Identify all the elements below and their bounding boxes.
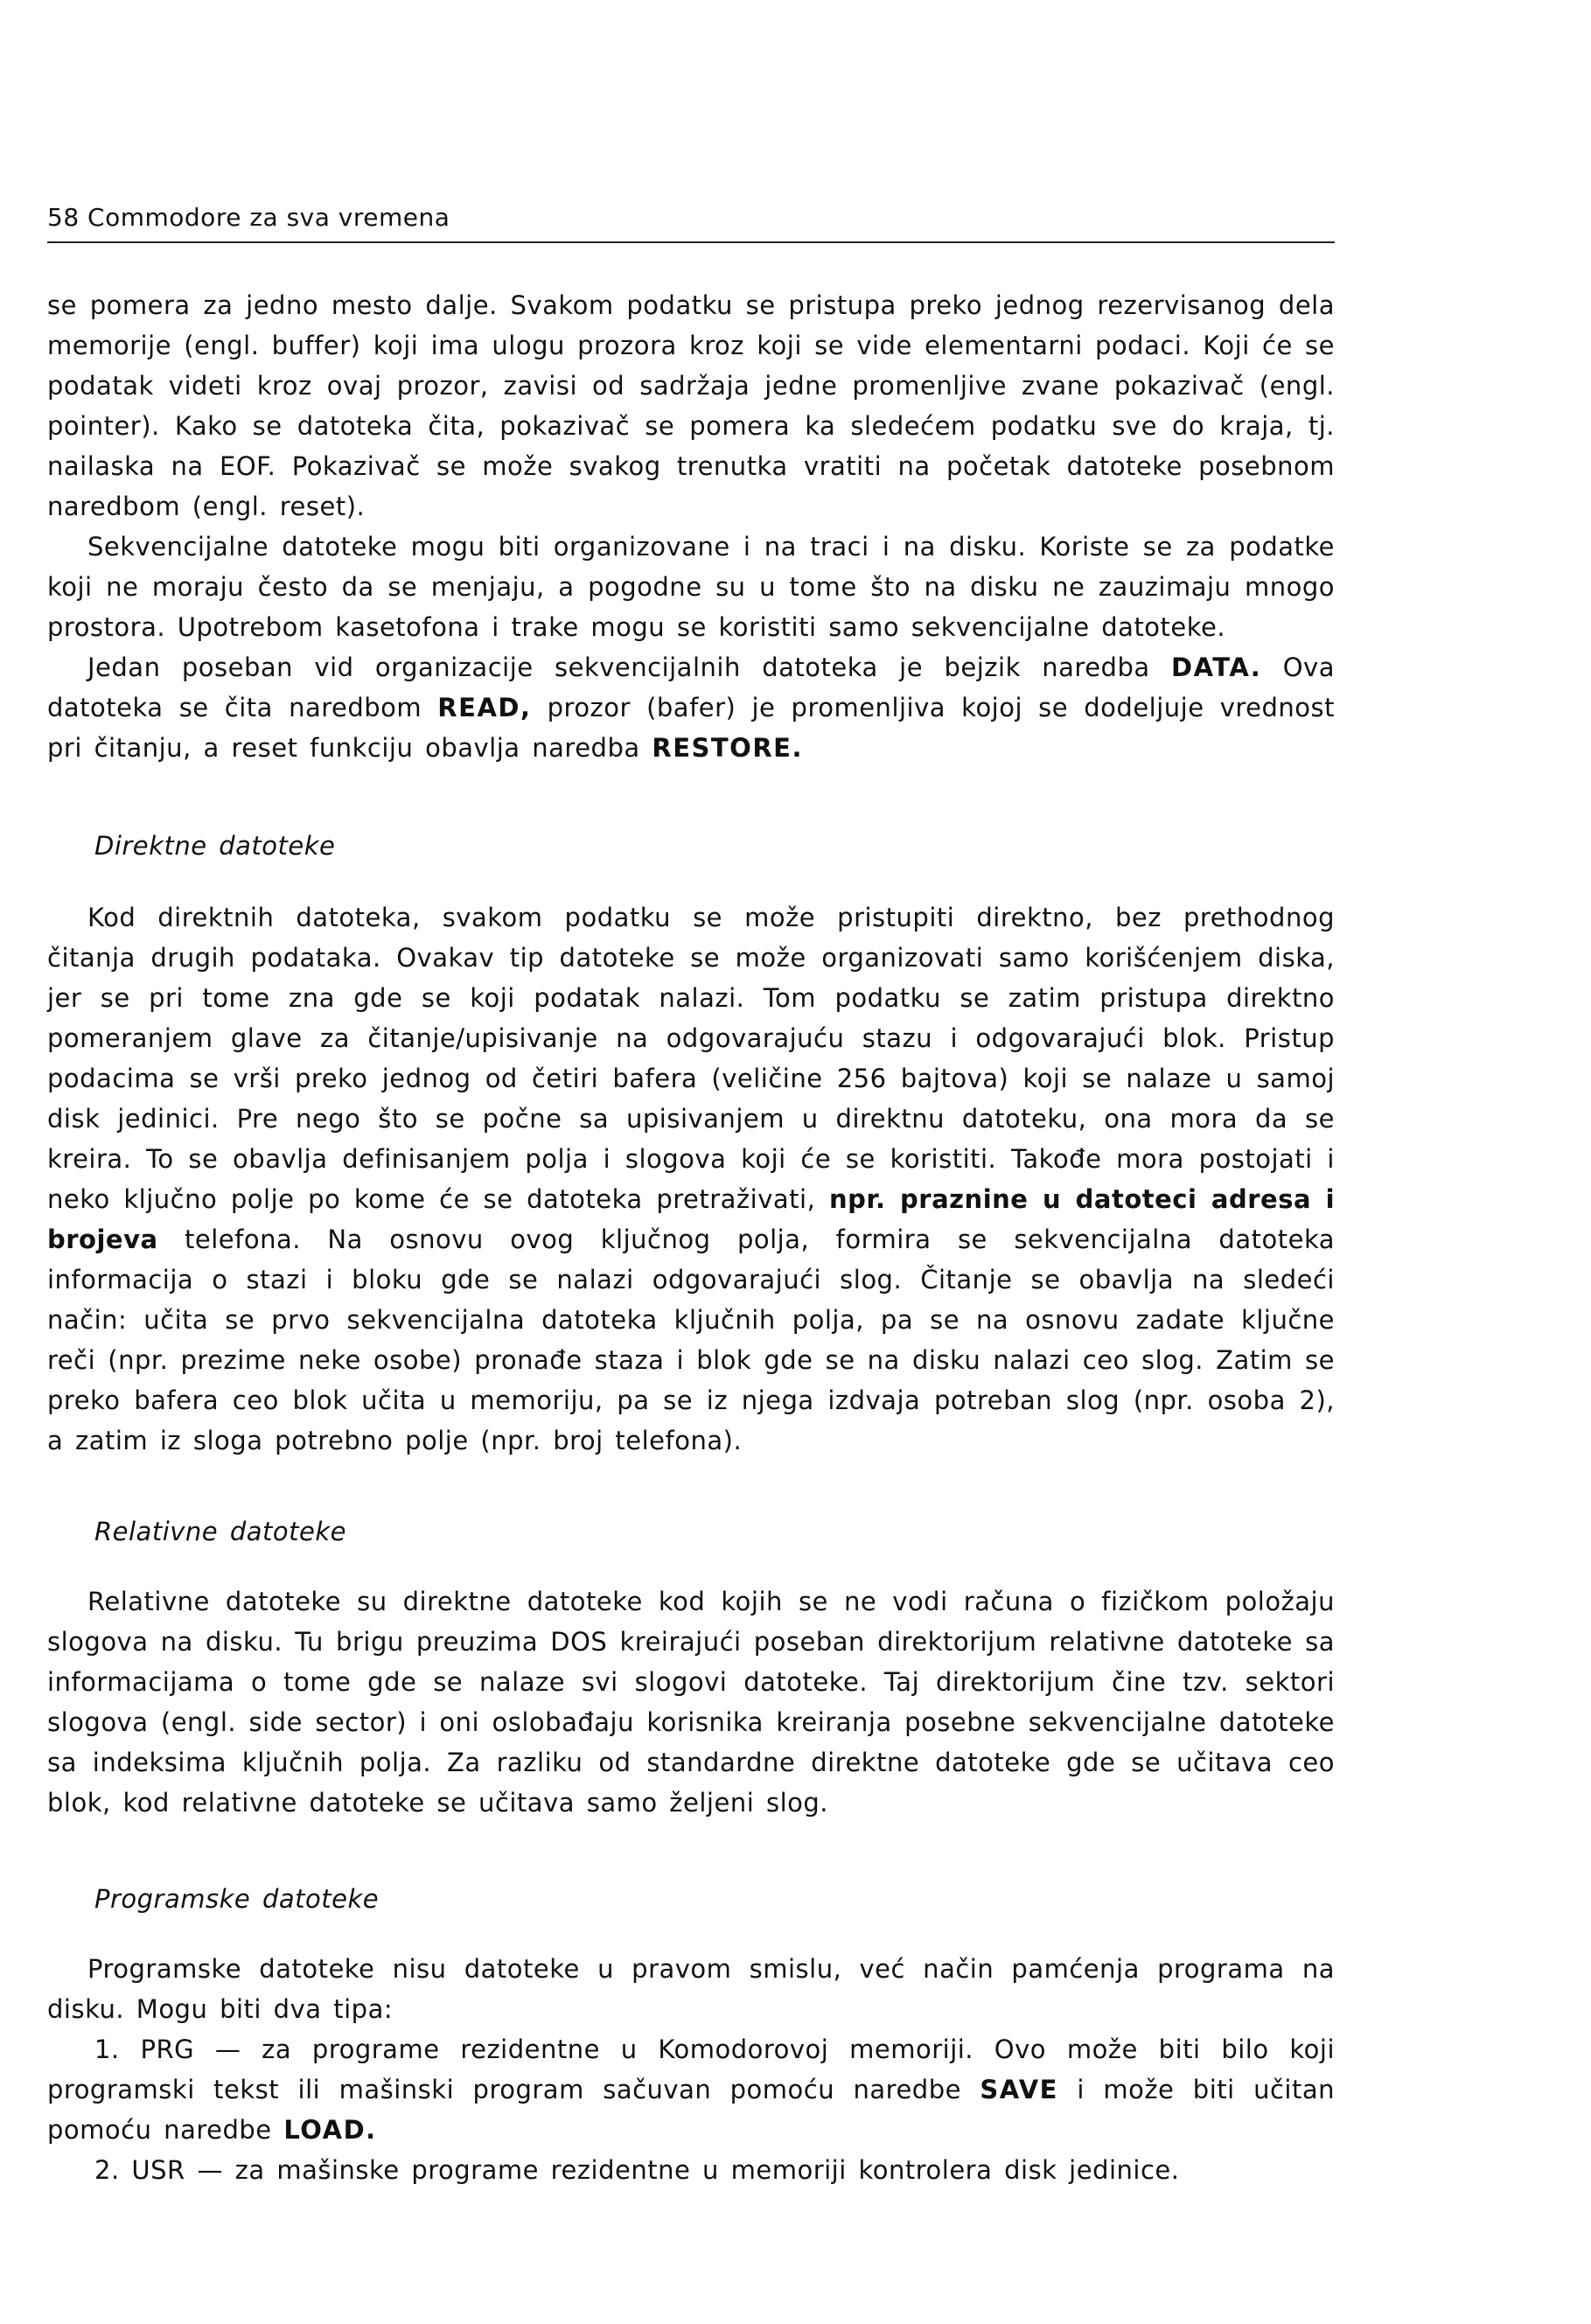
running-head — [47, 203, 450, 232]
prg-text-a: 1. PRG — za programe rezidentne u Komodorovoj memoriji. Ovo može biti bilo koji programski tekst ili mašinski program sačuvan pomoću naredbe — [47, 2034, 1335, 2104]
keyword-read: READ, — [437, 693, 532, 722]
running-title: Commodore za sva vremena — [87, 203, 450, 232]
body-text — [47, 285, 1335, 2190]
intro-paragraph-2: Sekvencijalne datoteke mogu biti organizovane i na traci i na disku. Koriste se za podatke koji ne moraju često da se menjaju, a pogodne su u tome što na disku ne zauzimaju mnogo prostora. Upotrebom kasetofona i trake mogu se koristiti samo sekvencijalne datoteke. — [47, 532, 1335, 642]
intro-p3-text-b: Ova datoteka se čita naredbom — [47, 653, 1335, 722]
intro-p3-text-a: Jedan poseban vid organizacije sekvencijalnih datoteka je bejzik naredba — [87, 653, 1172, 682]
intro-p3-text-c: prozor (bafer) je promenljiva kojoj se dodeljuje vrednost pri čitanju, a reset funkciju obavlja naredba — [47, 693, 1335, 763]
direct-emphasis: npr. praznine u datoteci adresa i brojeva — [47, 1184, 1336, 1254]
header-rule — [47, 241, 1335, 243]
section-heading-direct: Direktne datoteke — [94, 831, 336, 861]
program-paragraph: Programske datoteke nisu datoteke u pravom smislu, već način pamćenja programa na disku. Mogu biti dva tipa: — [47, 1954, 1335, 2024]
direct-text-b: telefona. Na osnovu ovog ključnog polja, formira se sekvencijalna datoteka informacija o stazi i bloku gde se nalazi odgovarajući slog. Čitanje se obavlja na sledeći način: učita se prvo sekvencijalna datoteka ključnih polja, pa se na osnovu zadate ključne reči (npr. prezime neke osobe) pronađe staza i blok gde se na disku nalazi ceo slog. Zatim se preko bafera ceo blok učita u memoriju, pa se iz njega izdvaja potreban slog (npr. osoba 2), a zatim iz sloga potrebno polje (npr. broj telefona). — [47, 1225, 1335, 1455]
prg-text-b: i može biti učitan pomoću naredbe — [47, 2075, 1335, 2145]
section-heading-relative: Relativne datoteke — [94, 1517, 346, 1546]
relative-paragraph: Relativne datoteke su direktne datoteke kod kojih se ne vodi računa o fizičkom položaju slogova na disku. Tu brigu preuzima DOS kreirajući poseban direktorijum relativne datoteke sa informacijama o tome gde se nalaze svi slogovi datoteke. Taj direktorijum čine tzv. sektori slogova (engl. side sector) i oni oslobađaju korisnika kreiranja posebne sekvencijalne datoteke sa indeksima ključnih polja. Za razliku od standardne direktne datoteke gde se učitava ceo blok, kod relativne datoteke se učitava samo željeni slog. — [47, 1587, 1335, 1818]
list-item-prg — [47, 2029, 1335, 2150]
keyword-data: DATA. — [1171, 653, 1262, 682]
page-number: 58 — [47, 203, 80, 232]
section-heading-program: Programske datoteke — [94, 1884, 380, 1914]
keyword-save: SAVE — [980, 2075, 1058, 2104]
intro-paragraph-3 — [47, 647, 1335, 768]
direct-paragraph — [47, 897, 1335, 1461]
intro-paragraph-1: se pomera za jedno mesto dalje. Svakom podatku se pristupa preko jednog rezervisanog dela memorije (engl. buffer) koji ima ulogu prozora kroz koji se vide elementarni podaci. Koji će se podatak videti kroz ovaj prozor, zavisi od sadržaja jedne promenljive zvane pokazivač (engl. pointer). Kako se datoteka čita, pokazivač se pomera ka sledećem podatku sve do kraja, tj. nailaska na EOF. Pokazivač se može svakog trenutka vratiti na početak datoteke posebnom naredbom (engl. reset). — [47, 290, 1335, 521]
keyword-restore: RESTORE. — [652, 733, 803, 763]
keyword-load: LOAD. — [283, 2115, 377, 2145]
direct-text-a: Kod direktnih datoteka, svakom podatku se može pristupiti direktno, bez prethodnog čitanja drugih podataka. Ovakav tip datoteke se može organizovati samo korišćenjem diska, jer se pri tome zna gde se koji podatak nalazi. Tom podatku se zatim pristupa direktno pomeranjem glave za čitanje/upisivanje na odgovarajuću stazu i odgovarajući blok. Pristup podacima se vrši preko jednog od četiri bafera (veličine 256 bajtova) koji se nalaze u samoj disk jedinici. Pre nego što se počne sa upisivanjem u direktnu datoteku, ona mora da se kreira. To se obavlja definisanjem polja i slogova koji će se koristiti. Takođe mora postojati i neko ključno polje po kome će se datoteka pretraživati, — [47, 903, 1335, 1214]
list-item-usr: 2. USR — za mašinske programe rezidentne u memoriji kontrolera disk jedinice. — [94, 2155, 1180, 2185]
